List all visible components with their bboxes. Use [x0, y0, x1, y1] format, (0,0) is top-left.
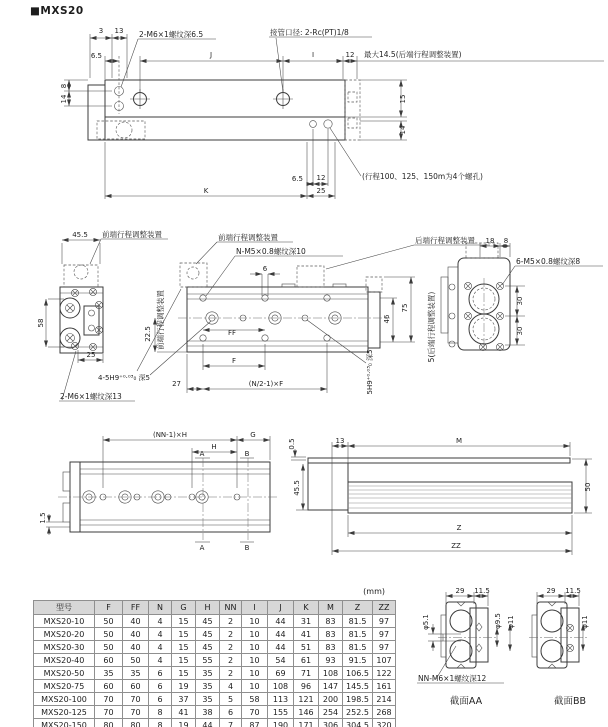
value-cell: 81.5	[343, 641, 373, 654]
dim-58: 58	[37, 318, 45, 328]
value-cell: 161	[373, 680, 396, 693]
value-cell: 58	[242, 693, 268, 706]
value-cell: 40	[123, 641, 149, 654]
model-cell: MXS20-100	[34, 693, 95, 706]
dim-29-aa: 29	[455, 587, 465, 595]
value-cell: 15	[172, 615, 196, 628]
value-cell: 80	[95, 719, 123, 727]
value-cell: 10	[242, 680, 268, 693]
dim-29-bb: 29	[546, 587, 556, 595]
model-cell: MXS20-40	[34, 654, 95, 667]
column-header: G	[172, 601, 196, 615]
dim-46: 46	[383, 314, 391, 324]
value-cell: 10	[242, 654, 268, 667]
value-cell: 50	[123, 654, 149, 667]
dim-15: 15	[399, 94, 407, 104]
front-adjuster-label: 前端行程调整装置	[102, 230, 162, 239]
value-cell: 60	[123, 680, 149, 693]
value-cell: 44	[268, 628, 294, 641]
value-cell: 145.5	[343, 680, 373, 693]
value-cell: 45	[196, 615, 220, 628]
value-cell: 50	[95, 615, 123, 628]
value-cell: 51	[294, 641, 319, 654]
value-cell: 70	[242, 706, 268, 719]
value-cell: 4	[149, 641, 172, 654]
formula-f: (N/2-1)×F	[248, 380, 284, 388]
column-header: F	[95, 601, 123, 615]
hole-depth-label: 4-5H9⁺⁰·⁰³₀ 深5	[98, 374, 150, 382]
dim-k: K	[203, 187, 209, 195]
value-cell: 70	[95, 693, 123, 706]
dim-8: 8	[60, 83, 68, 89]
value-cell: 45	[196, 628, 220, 641]
value-cell: 6	[149, 667, 172, 680]
value-cell: 10	[242, 615, 268, 628]
dim-30-upper: 30	[516, 296, 524, 306]
value-cell: 121	[294, 693, 319, 706]
value-cell: 4	[149, 654, 172, 667]
value-cell: 35	[196, 693, 220, 706]
value-cell: 107	[373, 654, 396, 667]
dimension-table-body	[34, 615, 396, 727]
section-aa	[417, 587, 515, 707]
table-row	[34, 628, 396, 641]
value-cell: 2	[220, 628, 242, 641]
stroke-holes-note: (行程100、125、150m为4个螺孔)	[362, 172, 483, 181]
model-cell: MXS20-30	[34, 641, 95, 654]
column-header: NN	[220, 601, 242, 615]
table-row	[34, 719, 396, 727]
table-row	[34, 615, 396, 628]
dim-14-left: 14	[60, 94, 68, 104]
value-cell: 83	[319, 628, 343, 641]
value-cell: 320	[373, 719, 396, 727]
page-title: ■MXS20	[30, 5, 84, 17]
value-cell: 35	[196, 680, 220, 693]
value-cell: 198.5	[343, 693, 373, 706]
value-cell: 6	[149, 680, 172, 693]
section-bb	[529, 587, 589, 707]
value-cell: 147	[319, 680, 343, 693]
value-cell: 38	[196, 706, 220, 719]
section-mark-a-top: A	[199, 450, 205, 458]
section-mark-b-bottom: B	[244, 544, 250, 552]
dim-i: I	[311, 51, 315, 59]
value-cell: 190	[268, 719, 294, 727]
dim-25: 25	[316, 187, 326, 195]
dim-8-right-view: 8	[503, 237, 509, 245]
value-cell: 35	[196, 667, 220, 680]
dim-h: H	[211, 443, 217, 451]
dim-6: 6	[262, 265, 268, 273]
thread-label-m5-8: 6-M5×0.8螺纹深8	[516, 257, 581, 266]
value-cell: 61	[294, 654, 319, 667]
value-cell: 93	[319, 654, 343, 667]
dim-45-5-side: 45.5	[293, 480, 301, 496]
dim-6-5-bottom: 6.5	[291, 175, 303, 183]
dim-14-right: 14	[399, 125, 407, 135]
value-cell: 83	[319, 615, 343, 628]
value-cell: 44	[196, 719, 220, 727]
column-header: Z	[343, 601, 373, 615]
value-cell: 4	[149, 628, 172, 641]
dim-zz: ZZ	[451, 542, 461, 550]
value-cell: 2	[220, 615, 242, 628]
value-cell: 6	[149, 693, 172, 706]
value-cell: 45	[196, 641, 220, 654]
dim-ff: FF	[227, 329, 237, 337]
front-adjuster-vertical-label: 前端行程调整装置	[156, 290, 165, 350]
model-cell: MXS20-150	[34, 719, 95, 727]
dim-m: M	[455, 437, 463, 445]
value-cell: 108	[319, 667, 343, 680]
hole-depth-vertical-label: 5H9⁺⁰·⁰³₀ 深5	[366, 349, 374, 395]
value-cell: 10	[242, 667, 268, 680]
section-aa-caption: 截面AA	[449, 696, 483, 707]
section-mark-b-top: B	[244, 450, 250, 458]
dim-13-side: 13	[335, 437, 345, 445]
thread-label-nn-m6: NN-M6×1螺纹深12	[418, 674, 487, 683]
table-row	[34, 693, 396, 706]
column-header: H	[196, 601, 220, 615]
dim-3: 3	[98, 27, 104, 35]
formula-h: (NN-1)×H	[152, 431, 188, 439]
value-cell: 91.5	[343, 654, 373, 667]
dim-30-lower: 30	[516, 326, 524, 336]
value-cell: 214	[373, 693, 396, 706]
value-cell: 35	[95, 667, 123, 680]
value-cell: 4	[220, 680, 242, 693]
value-cell: 5	[220, 693, 242, 706]
side-view	[288, 437, 592, 555]
value-cell: 8	[149, 719, 172, 727]
dim-11-5-aa: 11.5	[474, 587, 490, 595]
value-cell: 44	[268, 641, 294, 654]
value-cell: 70	[123, 706, 149, 719]
value-cell: 113	[268, 693, 294, 706]
value-cell: 200	[319, 693, 343, 706]
value-cell: 54	[268, 654, 294, 667]
value-cell: 71	[294, 667, 319, 680]
value-cell: 97	[373, 628, 396, 641]
dim-75: 75	[401, 303, 409, 313]
column-header: K	[294, 601, 319, 615]
table-row	[34, 654, 396, 667]
model-cell: MXS20-10	[34, 615, 95, 628]
dim-45-5: 45.5	[72, 231, 88, 239]
value-cell: 80	[123, 719, 149, 727]
plan-view	[60, 27, 604, 199]
value-cell: 108	[268, 680, 294, 693]
value-cell: 96	[294, 680, 319, 693]
value-cell: 15	[172, 654, 196, 667]
dia-5-1: φ5.1	[422, 614, 430, 630]
value-cell: 146	[294, 706, 319, 719]
value-cell: 304.5	[343, 719, 373, 727]
value-cell: 83	[319, 641, 343, 654]
rear-adjuster-vertical-note: 5(后端行程调整装置)	[427, 291, 436, 363]
column-header: ZZ	[373, 601, 396, 615]
dim-50: 50	[584, 482, 592, 492]
dim-f: F	[231, 357, 237, 365]
front-adjuster-label-2: 前端行程调整装置	[218, 233, 278, 242]
value-cell: 81.5	[343, 615, 373, 628]
dim-z: Z	[456, 524, 462, 532]
value-cell: 31	[294, 615, 319, 628]
right-end-view	[441, 237, 603, 351]
dim-1-5: 1.5	[39, 512, 47, 524]
value-cell: 15	[172, 667, 196, 680]
dimension-table-head-row	[34, 601, 396, 615]
max-stroke-note: 最大14.5(后端行程调整装置)	[364, 50, 462, 59]
thread-label-m6-13: 2-M6×1螺纹深13	[60, 392, 122, 401]
dim-g: G	[250, 431, 256, 439]
value-cell: 19	[172, 680, 196, 693]
value-cell: 35	[123, 667, 149, 680]
column-header: 型号	[34, 601, 95, 615]
section-mark-a-bottom: A	[199, 544, 205, 552]
value-cell: 268	[373, 706, 396, 719]
unit-note: (mm)	[363, 587, 385, 596]
thread-label-m5: N-M5×0.8螺纹深10	[236, 247, 306, 256]
value-cell: 306	[319, 719, 343, 727]
column-header: FF	[123, 601, 149, 615]
value-cell: 41	[172, 706, 196, 719]
value-cell: 171	[294, 719, 319, 727]
value-cell: 4	[149, 615, 172, 628]
thread-label-m6: 2-M6×1螺纹深6.5	[139, 30, 204, 39]
dia-11-aa: φ11	[507, 615, 515, 629]
value-cell: 60	[95, 654, 123, 667]
dim-6-5: 6.5	[90, 52, 102, 60]
dim-12: 12	[345, 51, 355, 59]
value-cell: 10	[242, 641, 268, 654]
dim-11-5-bb: 11.5	[565, 587, 581, 595]
dim-0-5: 0.5	[288, 438, 296, 450]
value-cell: 87	[242, 719, 268, 727]
dim-18: 18	[485, 237, 495, 245]
value-cell: 70	[123, 693, 149, 706]
dim-25-left-view: 25	[86, 351, 96, 359]
value-cell: 15	[172, 641, 196, 654]
value-cell: 50	[95, 641, 123, 654]
value-cell: 40	[123, 628, 149, 641]
value-cell: 41	[294, 628, 319, 641]
dim-27: 27	[172, 380, 181, 388]
dim-22-5: 22.5	[144, 326, 152, 342]
value-cell: 70	[95, 706, 123, 719]
value-cell: 37	[172, 693, 196, 706]
value-cell: 44	[268, 615, 294, 628]
bottom-view	[39, 431, 278, 552]
value-cell: 254	[319, 706, 343, 719]
value-cell: 122	[373, 667, 396, 680]
front-view	[98, 232, 490, 395]
model-cell: MXS20-20	[34, 628, 95, 641]
model-cell: MXS20-125	[34, 706, 95, 719]
value-cell: 15	[172, 628, 196, 641]
value-cell: 8	[149, 706, 172, 719]
dimension-table	[33, 600, 396, 727]
value-cell: 10	[242, 628, 268, 641]
value-cell: 7	[220, 719, 242, 727]
table-row	[34, 680, 396, 693]
value-cell: 55	[196, 654, 220, 667]
value-cell: 97	[373, 615, 396, 628]
column-header: M	[319, 601, 343, 615]
section-bb-caption: 截面BB	[553, 696, 587, 707]
value-cell: 155	[268, 706, 294, 719]
column-header: N	[149, 601, 172, 615]
value-cell: 252.5	[343, 706, 373, 719]
value-cell: 81.5	[343, 628, 373, 641]
value-cell: 60	[95, 680, 123, 693]
rear-adjuster-label: 后端行程调整装置	[415, 236, 475, 245]
value-cell: 2	[220, 667, 242, 680]
dim-13: 13	[114, 27, 124, 35]
value-cell: 106.5	[343, 667, 373, 680]
table-row	[34, 641, 396, 654]
value-cell: 19	[172, 719, 196, 727]
port-size-label: 接管口径: 2-Rc(PT)1/8	[270, 28, 349, 37]
dim-12-bottom: 12	[316, 174, 326, 182]
value-cell: 2	[220, 654, 242, 667]
dia-9-5: φ9.5	[494, 613, 502, 629]
column-header: J	[268, 601, 294, 615]
table-row	[34, 667, 396, 680]
value-cell: 40	[123, 615, 149, 628]
value-cell: 2	[220, 641, 242, 654]
model-cell: MXS20-75	[34, 680, 95, 693]
model-cell: MXS20-50	[34, 667, 95, 680]
value-cell: 97	[373, 641, 396, 654]
table-row	[34, 706, 396, 719]
value-cell: 69	[268, 667, 294, 680]
column-header: I	[242, 601, 268, 615]
value-cell: 6	[220, 706, 242, 719]
dim-j: J	[209, 51, 213, 59]
dia-11-bb: φ11	[581, 615, 589, 629]
value-cell: 50	[95, 628, 123, 641]
